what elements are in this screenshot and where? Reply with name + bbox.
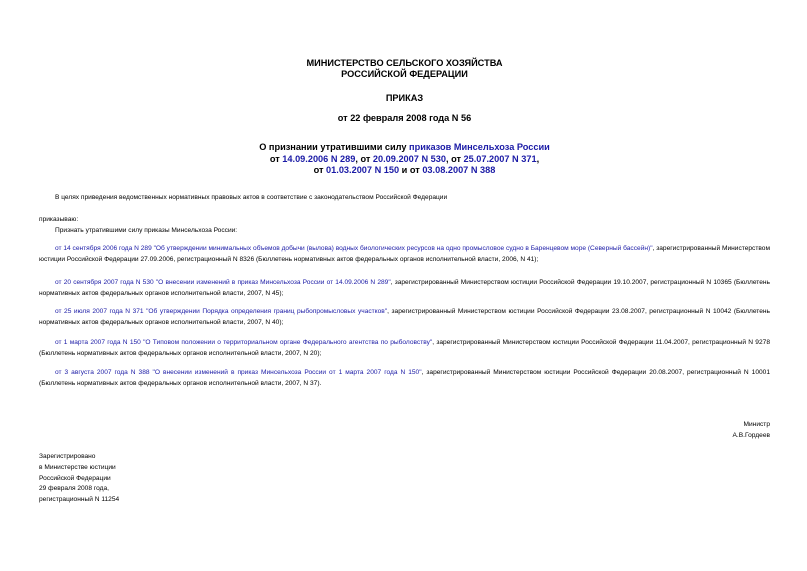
registration-block — [39, 452, 119, 506]
list-item: от 3 августа 2007 года N 388 "О внесении изменений в приказ Минсельхоза России от 1 марта 2007 года N 150", зарегистрированный Министерством юстиции Российской Федерации 20.08.2007, регистрационный N 10001 (Бюллетень нормативных актов федеральных органов исполнительной власти, 2007, N 37). — [39, 369, 770, 387]
title-link-289[interactable]: 14.09.2006 N 289 — [282, 153, 356, 164]
order-link-530[interactable]: от 20 сентября 2007 года N 530 "О внесении изменений в приказ Минсельхоза России от 14.09.2006 N 289" — [55, 279, 391, 286]
list-item: от 1 марта 2007 года N 150 "О Типовом положении о территориальном органе Федерального агентства по рыболовству", зарегистрированный Министерством юстиции Российской Федерации 11.04.2007, регистрационный N 9278 (Бюллетень нормативных актов федеральных органов исполнительной власти, 2007, N 20); — [39, 339, 770, 357]
order-link-289[interactable]: от 14 сентября 2006 года N 289 "Об утверждении минимальных объемов добычи (вылова) водных биологических ресурсов на одно промысловое судно в Баренцевом море (Северный бассейн)" — [55, 245, 653, 252]
registration-line: Российской Федерации — [39, 474, 111, 482]
registration-line: в Министерстве юстиции — [39, 463, 116, 471]
ministry-line-1: МИНИСТЕРСТВО СЕЛЬСКОГО ХОЗЯЙСТВА — [306, 58, 503, 68]
title-line-3: от 01.03.2007 N 150 и от 03.08.2007 N 388 — [313, 165, 496, 175]
title-link-371[interactable]: 25.07.2007 N 371 — [463, 153, 537, 164]
signature-position: Министр — [743, 421, 770, 428]
title-link-388[interactable]: 03.08.2007 N 388 — [422, 165, 496, 175]
ministry-line-2: РОССИЙСКОЙ ФЕДЕРАЦИИ — [341, 69, 468, 79]
registration-line: регистрационный N 11254 — [39, 496, 120, 504]
registration-line: 29 февраля 2008 года, — [39, 485, 109, 493]
registration-line: Зарегистрировано — [39, 453, 96, 460]
document-date-number: от 22 февраля 2008 года N 56 — [337, 113, 472, 123]
title-link-530[interactable]: 20.09.2007 N 530 — [372, 153, 446, 164]
title-line-1: О признании утратившими силу приказов Минсельхоза России — [259, 142, 550, 152]
ministry-header — [39, 58, 770, 80]
document-title — [39, 142, 770, 177]
recognize-paragraph: Признать утратившими силу приказы Минсельхоза России: — [55, 227, 238, 234]
title-line-2: от 14.09.2006 N 289, от 20.09.2007 N 530, от 25.07.2007 N 371, — [269, 153, 540, 164]
order-link-371[interactable]: от 25 июля 2007 года N 371 "Об утверждении Порядка определения границ рыбопромысловых участков" — [55, 308, 388, 315]
intro-paragraph: В целях приведения ведомственных нормативных правовых актов в соответствие с законодательством Российской Федерации — [55, 194, 448, 201]
list-item: от 14 сентября 2006 года N 289 "Об утверждении минимальных объемов добычи (вылова) водных биологических ресурсов на одно промысловое судно в Баренцевом море (Северный бассейн)", зарегистрированный Министерством юстиции Российской Федерации 27.09.2006, регистрационный N 8326 (Бюллетень нормативных актов федеральных органов исполнительной власти, 2006, N 41); — [39, 245, 771, 263]
document-type: ПРИКАЗ — [385, 93, 424, 103]
title-link-orders[interactable]: приказов Минсельхоза России — [409, 142, 550, 152]
signature-block — [733, 419, 770, 441]
signature-name: А.В.Гордеев — [732, 432, 770, 439]
order-link-388[interactable]: от 3 августа 2007 года N 388 "О внесении изменений в приказ Минсельхоза России от 1 марта 2007 года N 150" — [55, 369, 422, 376]
list-item: от 25 июля 2007 года N 371 "Об утверждении Порядка определения границ рыбопромысловых участков", зарегистрированный Министерством юстиции Российской Федерации 23.08.2007, регистрационный N 10042 (Бюллетень нормативных актов федеральных органов исполнительной власти, 2007, N 40); — [39, 308, 770, 326]
list-item: от 20 сентября 2007 года N 530 "О внесении изменений в приказ Минсельхоза России от 14.09.2006 N 289", зарегистрированный Министерством юстиции Российской Федерации 19.10.2007, регистрационный N 10365 (Бюллетень нормативных актов федеральных органов исполнительной власти, 2007, N 45); — [39, 279, 770, 297]
order-word: приказываю: — [39, 216, 79, 223]
title-link-150[interactable]: 01.03.2007 N 150 — [326, 165, 400, 175]
order-link-150[interactable]: от 1 марта 2007 года N 150 "О Типовом положении о территориальном органе Федерального агентства по рыболовству" — [55, 339, 433, 346]
